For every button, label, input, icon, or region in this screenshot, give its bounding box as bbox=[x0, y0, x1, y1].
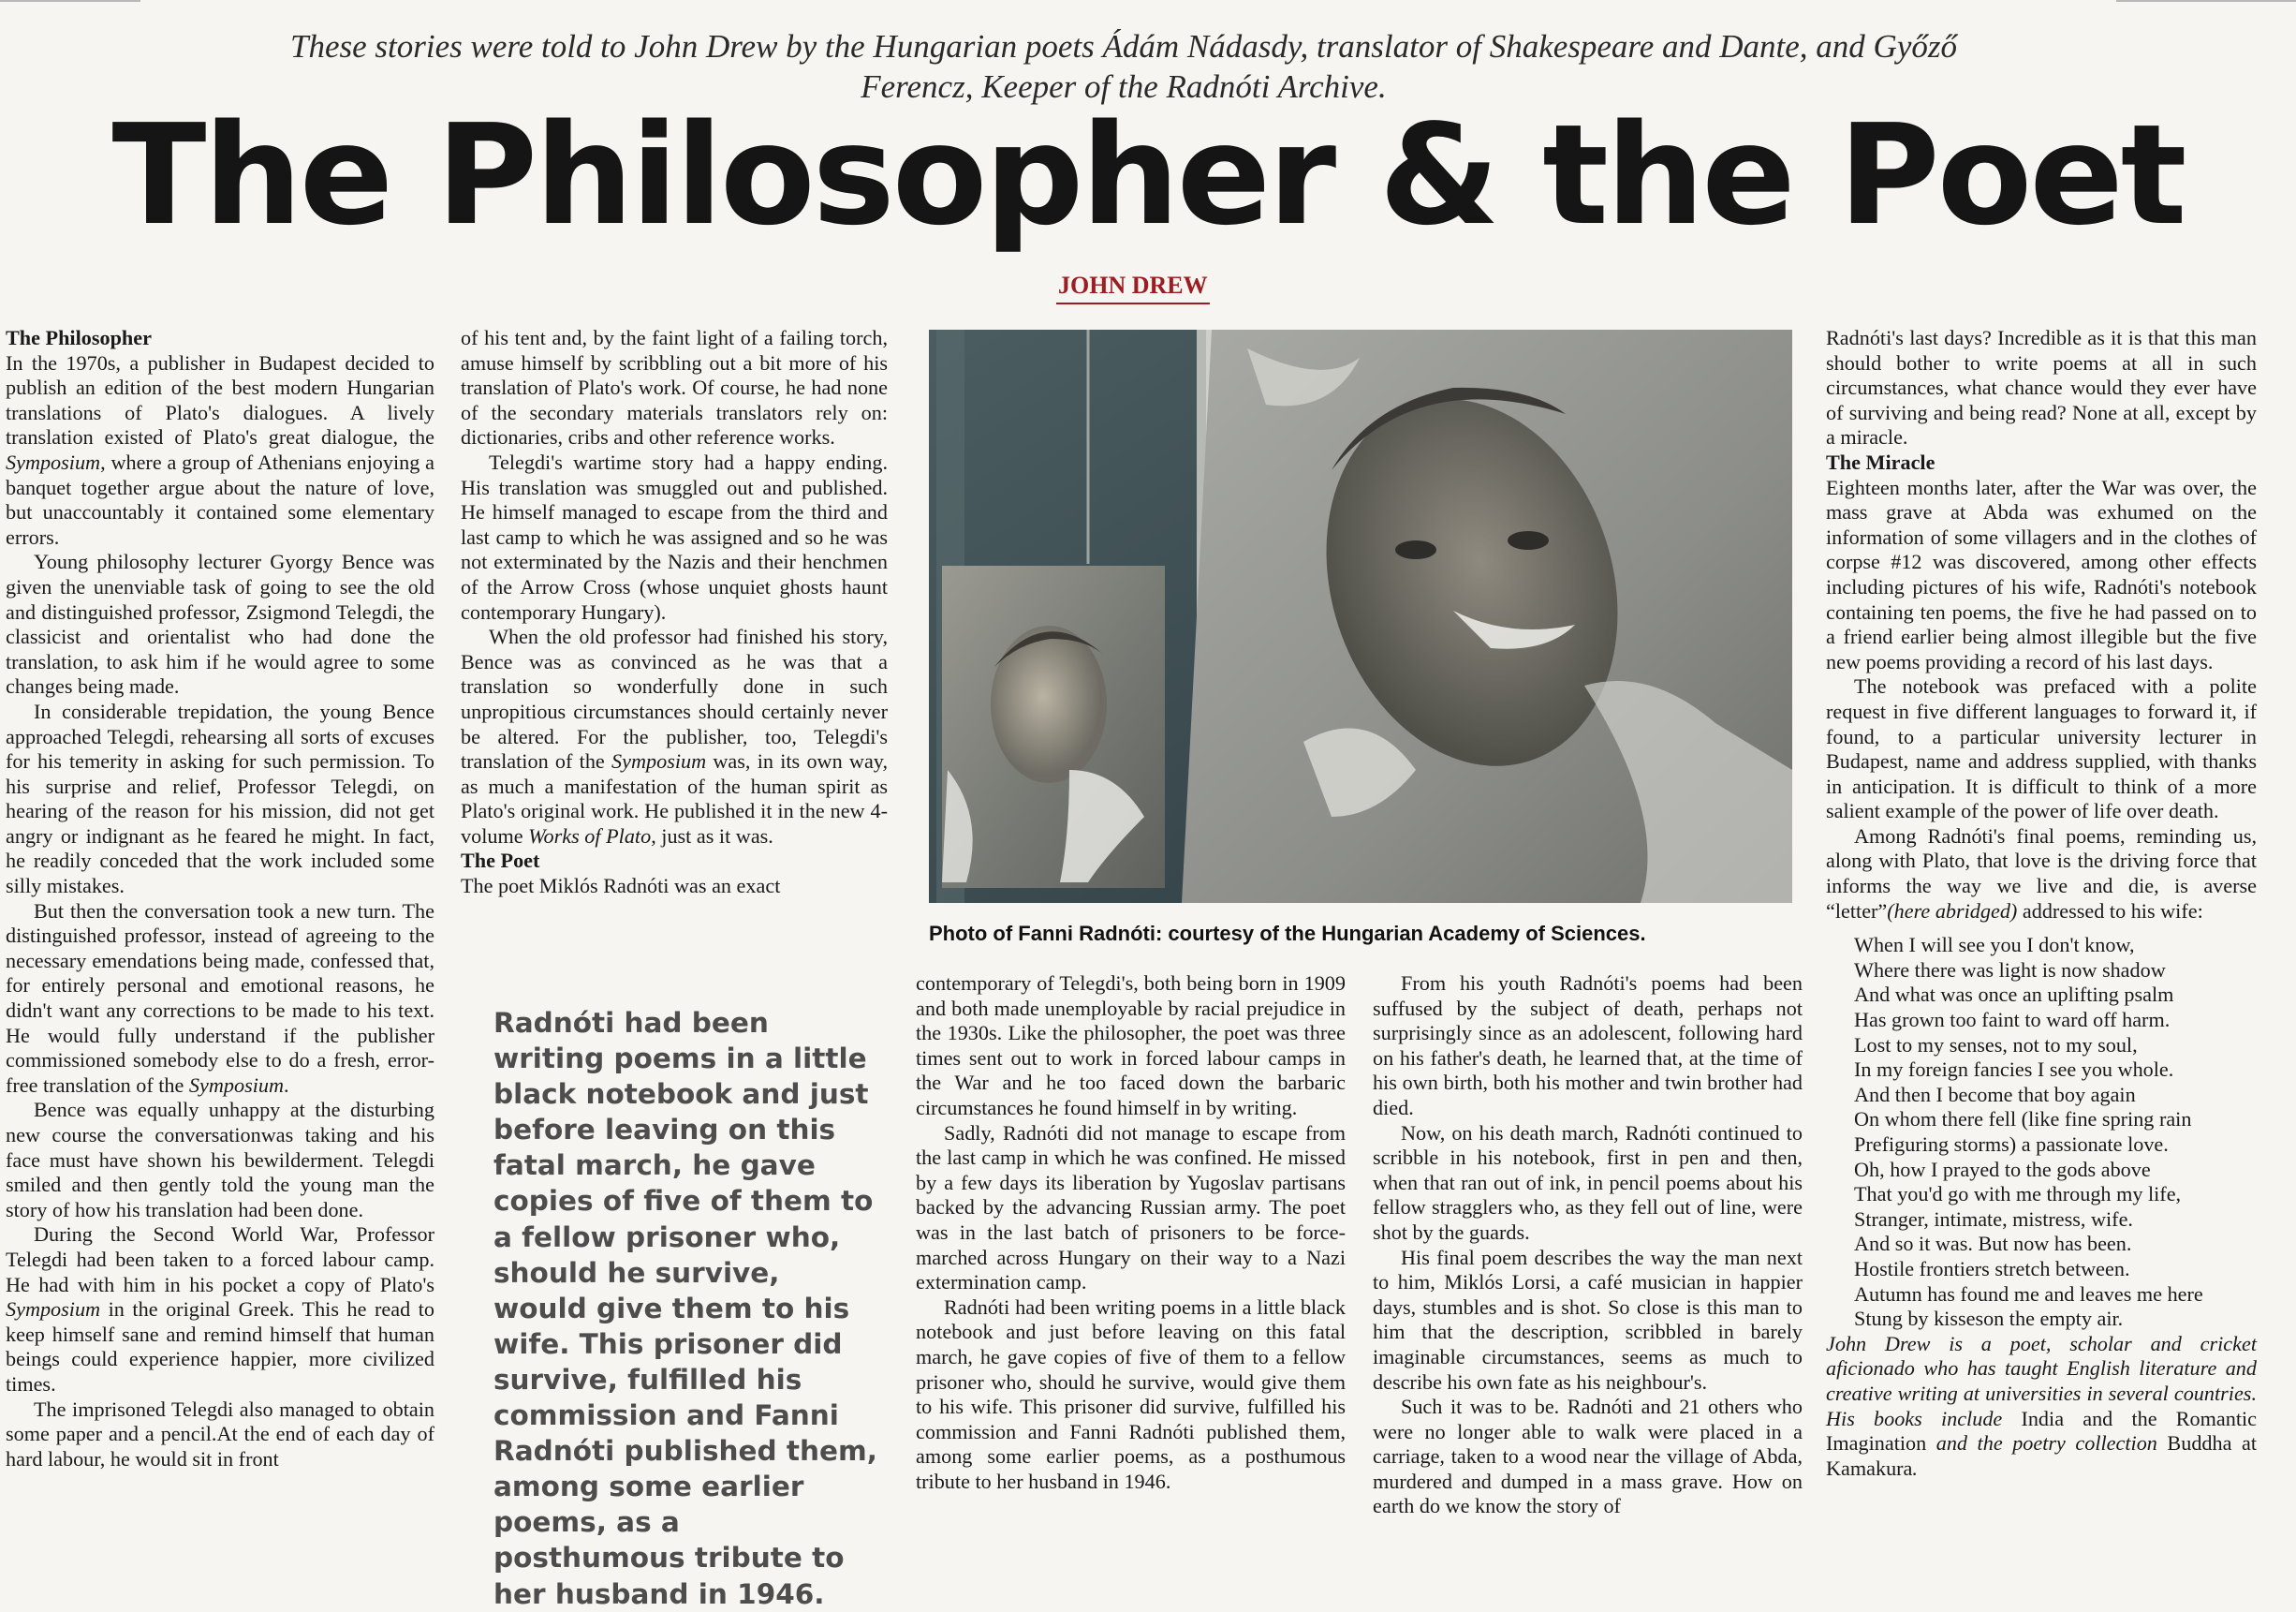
column-2 bbox=[461, 326, 888, 899]
paragraph: But then the conversation took a new turn. The distinguished professor, instead of agreeing to the necessary emendations being made, confessed that, for entirely personal and emotional reasons, he didn't want any corrections to be made to his text. He would fully understand if the publisher commissioned somebody else to do a fresh, error-free translation of the Symposium. bbox=[6, 898, 434, 1097]
paragraph: Telegdi's wartime story had a happy ending. His translation was smuggled out and published. He himself managed to escape from the third and last camp to which he was assigned and so he was not exterminated by the Nazis and their henchmen of the Arrow Cross (whose unquiet ghosts haunt contemporary Hungary). bbox=[461, 450, 888, 624]
poem-line: Hostile frontiers stretch between. bbox=[1854, 1256, 2130, 1280]
poem-line: Has grown too faint to ward off harm. bbox=[1854, 1008, 2171, 1032]
paragraph: His final poem describes the way the man next to him, Miklós Lorsi, a café musician in happier days, stumbles and is shot. So close is this man to him that the description, scribbled in barely imaginable circumstances, seems as much to describe his own fate as his neighbour's. bbox=[1373, 1245, 1803, 1394]
paragraph: Radnóti's last days? Incredible as it is that this man should bother to write poems at all in such circumstances, what chance would they ever have of surviving and being read? None at all, except by a miracle. bbox=[1826, 326, 2257, 450]
paragraph: From his youth Radnóti's poems had been suffused by the subject of death, perhaps not surprisingly since as an adolescent, following hard on his father's death, he learned that, at the time of his own birth, both his mother and twin brother had died. bbox=[1373, 971, 1803, 1119]
poem-line: Where there was light is now shadow bbox=[1854, 957, 2166, 982]
paragraph: Such it was to be. Radnóti and 21 others who were no longer able to walk were placed in a carriage, taken to a wood near the village of Abda, murdered and dumped in a mass grave. How on earth do we know the story of bbox=[1373, 1395, 1803, 1518]
paragraph: In the 1970s, a publisher in Budapest decided to publish an edition of the best modern Hungarian translations of Plato's dialogues. A lively translation existed of Plato's great dialogue, the Symposium, where a group of Athenians enjoying a banquet together argue about the nature of love, but unaccountably it contained some elementary errors. bbox=[6, 350, 434, 549]
poem-line: In my foreign fancies I see you whole. bbox=[1854, 1057, 2174, 1082]
poem-line: Prefiguring storms) a passionate love. bbox=[1854, 1132, 2169, 1156]
paragraph: contemporary of Telegdi's, both being born in 1909 and both made unemployable by racial prejudice in the 1930s. Like the philosopher, the poet was three times sent out to work in forced labour camps in the War and he too faced down the barbaric circumstances he found himself in by writing. bbox=[916, 971, 1346, 1119]
top-rule-right bbox=[2116, 0, 2296, 2]
poem-line: Autumn has found me and leaves me here bbox=[1854, 1281, 2203, 1306]
paragraph: In considerable trepidation, the young Bence approached Telegdi, rehearsing all sorts of excuses for his temerity in asking for such permission. To his surprise and relief, Professor Telegdi, on hearing of the reason for his mission, did not get angry or indignant as he feared he might. In fact, he readily conceded that the work included some silly mistakes. bbox=[6, 699, 434, 898]
headline: The Philosopher & the Poet bbox=[111, 95, 2185, 256]
top-rule-left bbox=[0, 0, 140, 2]
poem-line: And what was once an uplifting psalm bbox=[1854, 983, 2174, 1007]
poem-line: Stranger, intimate, mistress, wife. bbox=[1854, 1206, 2133, 1231]
poem-line: When I will see you I don't know, bbox=[1854, 933, 2135, 957]
poem-line: Lost to my senses, not to my soul, bbox=[1854, 1032, 2138, 1057]
section-heading-poet: The Poet bbox=[461, 849, 540, 873]
section-heading-philosopher: The Philosopher bbox=[6, 326, 152, 349]
column-5 bbox=[1826, 326, 2257, 1481]
paragraph: Eighteen months later, after the War was over, the mass grave at Abda was exhumed on the information of some villagers and in the clothes of corpse #12 was discovered, among other effects including pictures of his wife, Radnóti's notebook containing ten poems, the five he had passed on to a friend earlier being almost illegible but the five new poems providing a record of his last days. bbox=[1826, 475, 2257, 673]
poem bbox=[1826, 933, 2257, 1332]
poem-line: Oh, how I prayed to the gods above bbox=[1854, 1157, 2151, 1181]
byline: JOHN DREW bbox=[1056, 270, 1210, 304]
paragraph: The imprisoned Telegdi also managed to obtain some paper and a pencil.At the end of each day of hard labour, he would sit in front bbox=[6, 1397, 434, 1471]
section-heading-miracle: The Miracle bbox=[1826, 450, 1935, 474]
pull-quote: Radnóti had been writing poems in a little black notebook and just before leaving on this fatal march, he gave copies of five of them to a fellow prisoner who, should he survive, would give them to his wife. This prisoner did survive, fulfilled his commission and Fanni Radnóti published them, among some earlier poems, as a posthumous tribute to her husband in 1946. bbox=[493, 1007, 877, 1610]
paragraph: The notebook was prefaced with a polite request in five different languages to forward it, if found, to a particular university lecturer in Budapest, name and address supplied, with thanks in anticipation. It is difficult to think of a more salient example of the power of life over death. bbox=[1826, 674, 2257, 823]
paragraph: Bence was equally unhappy at the disturbing new course the conversationwas taking and his face must have shown his bewilderment. Telegdi smiled and then gently told the young man the story of how his translation had been done. bbox=[6, 1098, 434, 1221]
poem-line: On whom there fell (like fine spring rain bbox=[1854, 1107, 2192, 1131]
author-bio: John Drew is a poet, scholar and cricket aficionado who has taught English literature and creative writing at universities in several countries. His books include India and the Romantic Imagination and the poetry collection Buddha at Kamakura. bbox=[1826, 1331, 2257, 1480]
poem-line: That you'd go with me through my life, bbox=[1854, 1182, 2182, 1206]
photo-fanni-radnoti bbox=[929, 330, 1792, 903]
paragraph: Young philosophy lecturer Gyorgy Bence was given the unenviable task of going to see the old and distinguished professor, Zsigmond Telegdi, the classicist and orientalist who had done the translation, to ask him if he would agree to some changes being made. bbox=[6, 550, 434, 699]
poem-line: Stung by kisseson the empty air. bbox=[1854, 1307, 2124, 1331]
column-3 bbox=[916, 971, 1346, 1494]
paragraph: of his tent and, by the faint light of a failing torch, amuse himself by scribbling out a bit more of his translation of Plato's work. Of course, he had none of the secondary materials translators rely on: dictionaries, cribs and other reference works. bbox=[461, 326, 888, 450]
intro-standfirst: These stories were told to John Drew by the Hungarian poets Ádám Nádasdy, translator of Shakespeare and Dante, and Győző Ferencz, Keeper of the Radnóti Archive. bbox=[290, 28, 1957, 105]
column-1 bbox=[6, 326, 434, 1472]
photo-caption: Photo of Fanni Radnóti: courtesy of the Hungarian Academy of Sciences. bbox=[929, 922, 1646, 945]
paragraph: When the old professor had finished his story, Bence was as convinced as he was that a translation so wonderfully done in such unpropitious circumstances should certainly never be altered. For the publisher, too, Telegdi's translation of the Symposium was, in its own way, as much a manifestation of the human spirit as Plato's original work. He published it in the new 4-volume Works of Plato, just as it was. bbox=[461, 625, 888, 848]
paragraph: During the Second World War, Professor Telegdi had been taken to a forced labour camp. He had with him in his pocket a copy of Plato's Symposium in the original Greek. This he read to keep himself sane and remind himself that human beings could experience happier, more civilized times. bbox=[6, 1222, 434, 1396]
paragraph: Radnóti had been writing poems in a little black notebook and just before leaving on this fatal march, he gave copies of five of them to a fellow prisoner who, should he survive, would give them to his wife. This prisoner did survive, fulfilled his commission and Fanni Radnóti published them, among some earlier poems, as a posthumous tribute to her husband in 1946. bbox=[916, 1294, 1346, 1493]
poem-line: And then I become that boy again bbox=[1854, 1082, 2136, 1106]
photo-image bbox=[929, 330, 1792, 903]
paragraph: Sadly, Radnóti did not manage to escape from the last camp in which he was confined. He missed by a few days its liberation by Yugoslav partisans backed by the advancing Russian army. The poet was in the last batch of prisoners to be force-marched across Hungary on their way to a Nazi extermination camp. bbox=[916, 1120, 1346, 1294]
paragraph: The poet Miklós Radnóti was an exact bbox=[461, 874, 781, 898]
paragraph: Among Radnóti's final poems, reminding us, along with Plato, that love is the driving force that informs the way we live and die, is averse “letter”(here abridged) addressed to his wife: bbox=[1826, 823, 2257, 923]
paragraph: Now, on his death march, Radnóti continued to scribble in his notebook, first in pen and then, when that ran out of ink, in pencil poems about his fellow stragglers who, as they fell out of line, were shot by the guards. bbox=[1373, 1120, 1803, 1244]
column-4 bbox=[1373, 971, 1803, 1519]
poem-line: And so it was. But now has been. bbox=[1854, 1232, 2132, 1256]
